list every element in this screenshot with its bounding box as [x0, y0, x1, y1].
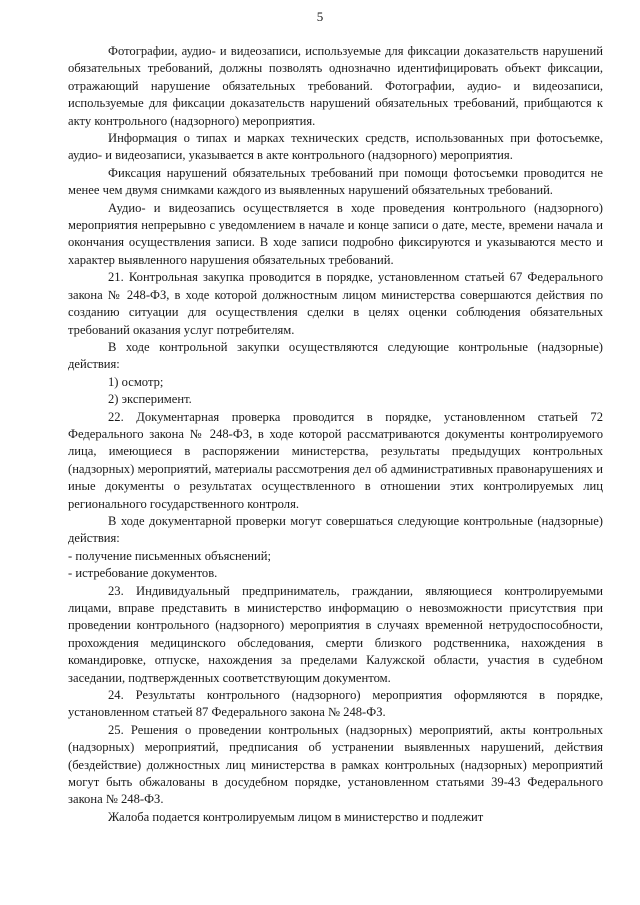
paragraph: 25. Решения о проведении контрольных (надзорных) мероприятий, акты контрольных (надзорных) мероприятий, предписания об устранении выявленных нарушений, действия (бездействие) должностных лиц министерства в рамках контрольных (надзорных) мероприятий могут быть обжалованы в досудебном порядке, установленном статьями 39-43 Федерального закона № 248-ФЗ.: [68, 722, 603, 807]
page-number: 5: [316, 9, 324, 24]
paragraph: 24. Результаты контрольного (надзорного) мероприятия оформляются в порядке, установленном статьей 87 Федерального закона № 248-ФЗ.: [68, 688, 603, 720]
paragraph: Фотографии, аудио- и видеозаписи, используемые для фиксации доказательств нарушений обязательных требований, должны позволять однозначно идентифицировать объект фиксации, отражающий нарушение обязательных требований. Фотографии, аудио- и видеозаписи, используемые для фиксации доказательств нарушений обязательных требований, прибщаются к акту контрольного (надзорного) мероприятия.: [68, 44, 603, 128]
paragraph: Информация о типах и марках технических средств, использованных при фотосъемке, аудио- и видеозаписи, указывается в акте контрольного (надзорного) мероприятия.: [68, 131, 603, 163]
paragraph: 22. Документарная проверка проводится в порядке, установленном статьей 72 Федерального закона № 248-ФЗ, в ходе которой рассматриваются документы контролируемого лица, имеющиеся в распоряжении министерства, результаты предыдущих контрольных (надзорных) мероприятий, материалы рассмотрения дел об административных правонарушениях и иные документы о результатах осуществленного в отношении этих контролируемых лиц регионального государственного контроля.: [68, 409, 603, 511]
document-body: [68, 43, 603, 826]
paragraph: В ходе документарной проверки могут совершаться следующие контрольные (надзорные) действия:: [68, 513, 603, 546]
paragraph: Аудио- и видеозапись осуществляется в ходе проведения контрольного (надзорного) мероприятия непрерывно с уведомлением в начале и конце записи о дате, месте, времени начала и окончания осуществления записи. В ходе записи подробно фиксируются и указываются место и характер выявленного нарушения обязательных требований.: [68, 200, 603, 267]
paragraph: 21. Контрольная закупка проводится в порядке, установленном статьей 67 Федерального закона № 248-ФЗ, в ходе которой должностным лицом министерства совершаются действия по созданию ситуации для осуществления сделки в целях оценки соблюдения обязательных требований оказания услуг потребителям.: [68, 270, 603, 337]
paragraph: В ходе контрольной закупки осуществляются следующие контрольные (надзорные) действия:: [68, 339, 603, 372]
paragraph: 23. Индивидуальный предприниматель, граждании, являющиеся контролируемыми лицами, вправе представить в министерство информацию о невозможности присутствия при проведении контрольного (надзорного) мероприятия в случаях временной нетрудоспособности, прохождения медицинского обследования, смерти близкого родственника, нахождения в командировке, отпуске, нахождения за пределами Калужской области, участия в судебном заседании, подтвержденных соответствующим документом.: [68, 583, 603, 685]
list-item: - истребование документов.: [68, 566, 218, 581]
list-item: - получение письменных объяснений;: [68, 548, 272, 563]
list-item: 1) осмотр;: [108, 374, 164, 389]
list-item: 2) эксперимент.: [108, 392, 192, 407]
paragraph: Фиксация нарушений обязательных требований при помощи фотосъемки проводится не менее чем двумя снимками каждого из выявленных нарушений обязательных требований.: [68, 165, 603, 198]
paragraph: Жалоба подается контролируемым лицом в министерство и подлежит: [108, 809, 484, 824]
